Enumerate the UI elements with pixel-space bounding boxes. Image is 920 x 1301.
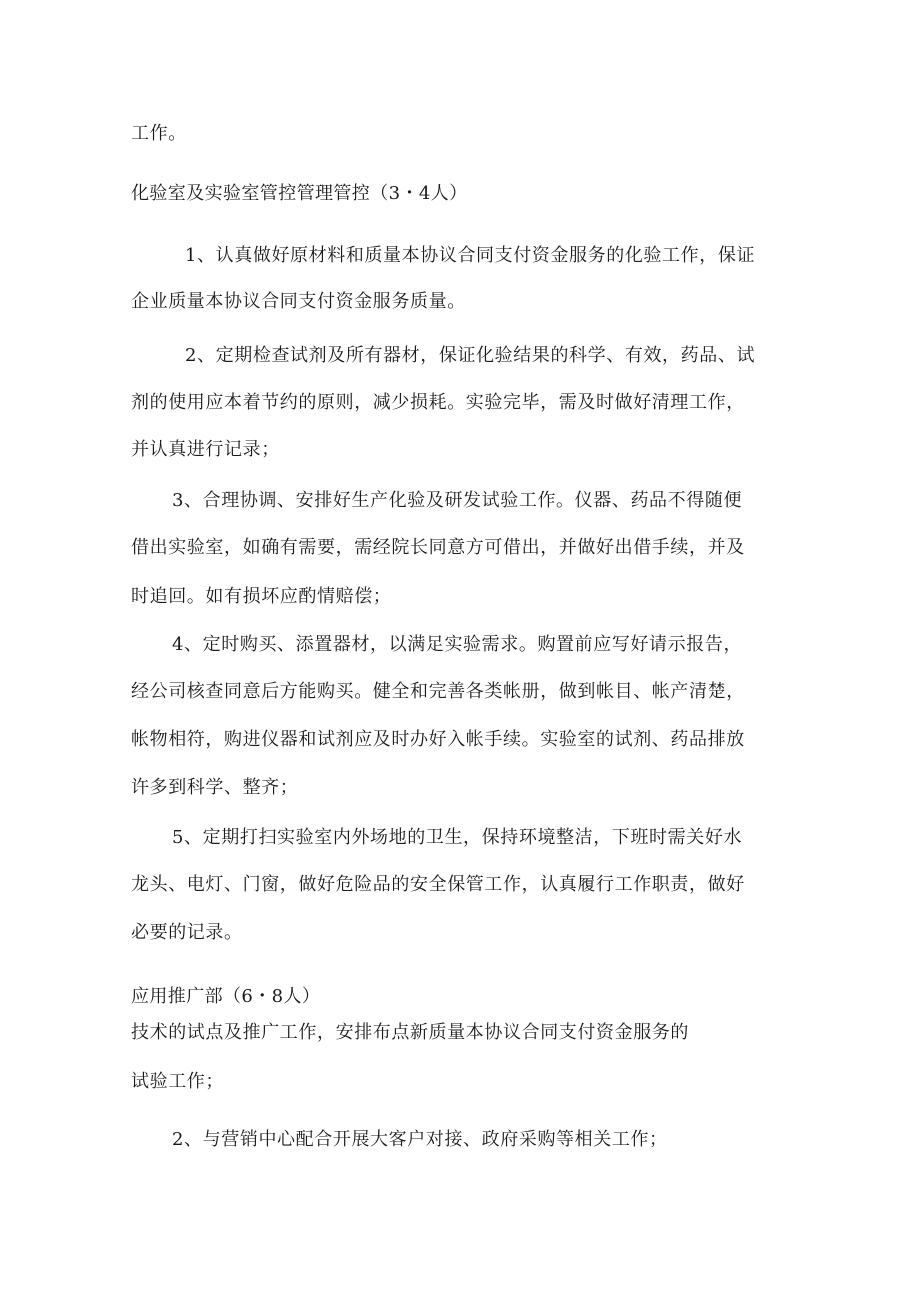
text-line: 龙头、电灯、门窗，做好危险品的安全保管工作，认真履行工作职责，做好 [131,874,745,895]
text-line: 技术的试点及推广工作，安排布点新质量本协议合同支付资金服务的 [131,1022,689,1043]
text-line: 帐物相符，购进仪器和试剂应及时办好入帐手续。实验室的试剂、药品排放 [131,729,745,750]
text-line: 4、定时购买、添置器材，以满足实验需求。购置前应写好请示报告， [172,634,743,655]
text-line: 2、与营销中心配合开展大客户对接、政府采购等相关工作； [172,1129,668,1150]
text-line: 经公司核查同意后方能购买。健全和完善各类帐册，做到帐目、帐产清楚， [131,681,745,702]
text-line: 试验工作； [131,1071,224,1092]
text-line: 剂的使用应本着节约的原则，减少损耗。实验完毕，需及时做好清理工作， [131,392,745,413]
text-line: 借出实验室，如确有需要，需经院长同意方可借出，并做好出借手续，并及 [131,537,745,558]
section-heading-promotion: 应用推广部（6・8人） [131,986,321,1007]
text-line: 并认真进行记录； [131,439,280,460]
text-line: 3、合理协调、安排好生产化验及研发试验工作。仪器、药品不得随便 [172,490,743,511]
text-line: 必要的记录。 [131,922,243,943]
text-line: 2、定期检查试剂及所有器材，保证化验结果的科学、有效，药品、试 [185,345,756,366]
section-heading-lab: 化验室及实验室管控管理管控（3・4人） [131,183,468,204]
text-line: 5、定期打扫实验室内外场地的卫生，保持环境整洁，下班时需关好水 [172,827,743,848]
text-line: 许多到科学、整齐； [131,777,299,798]
text-line: 企业质量本协议合同支付资金服务质量。 [131,291,466,312]
text-line: 工作。 [131,123,187,144]
text-line: 时追回。如有损坏应酌情赔偿； [131,586,392,607]
text-line: 1、认真做好原材料和质量本协议合同支付资金服务的化验工作，保证 [185,245,756,266]
